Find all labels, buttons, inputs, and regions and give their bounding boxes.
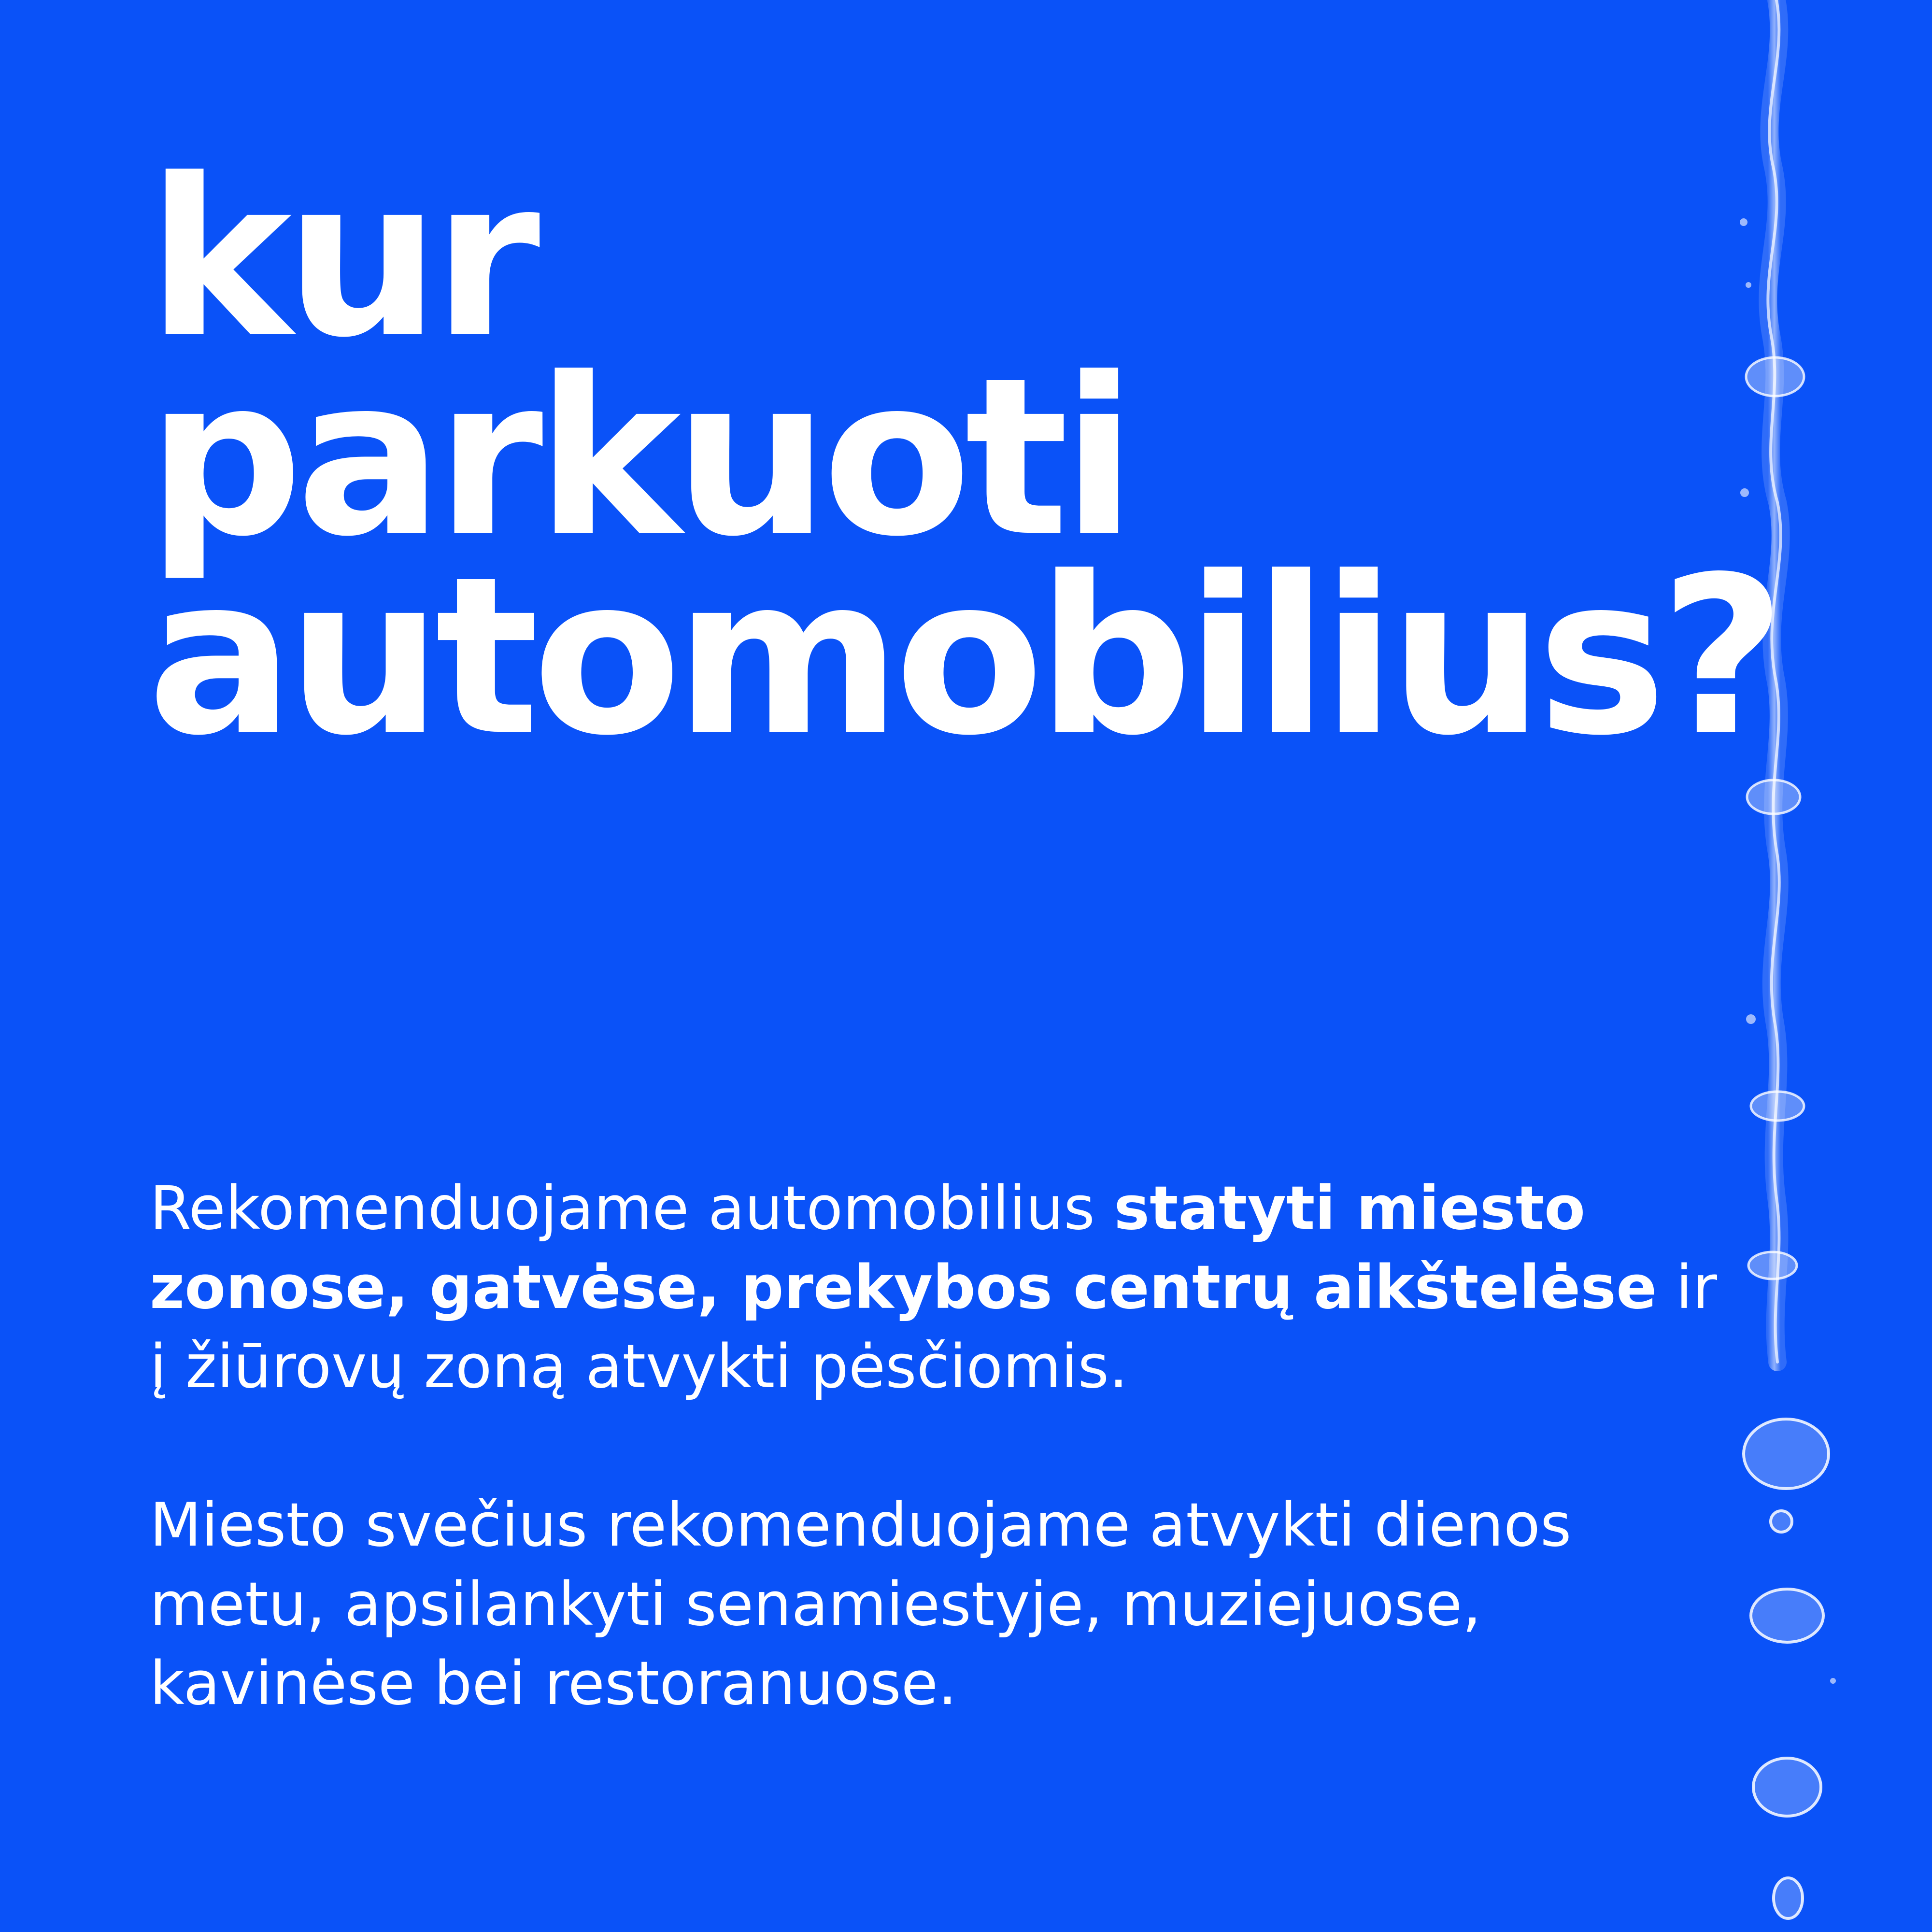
water-stream-decoration — [1715, 0, 1850, 1932]
paragraph-parking-rest: ir į žiūrovų zoną atvykti pėsčiomis. — [150, 1253, 1718, 1402]
paragraph-guests: Miesto svečius rekomenduojame atvykti dienos metu, apsilankyti senamiestyje, muziejuose, kavinėse bei restoranuose. — [150, 1491, 1572, 1719]
body-copy — [150, 1169, 1744, 1803]
paragraph-parking-emphasis: statyti miesto zonose, gatvėse, prekybos centrų aikštelėse — [150, 1174, 1657, 1322]
paragraph-parking — [150, 1169, 1744, 1406]
headline-line-2: parkuoti — [147, 331, 1130, 584]
headline-line-3: automobilius? — [147, 530, 1779, 783]
paragraph-parking-intro: Rekomenduojame automobilius — [150, 1174, 1114, 1243]
headline — [147, 132, 1779, 783]
headline-line-1: kur — [147, 132, 534, 385]
